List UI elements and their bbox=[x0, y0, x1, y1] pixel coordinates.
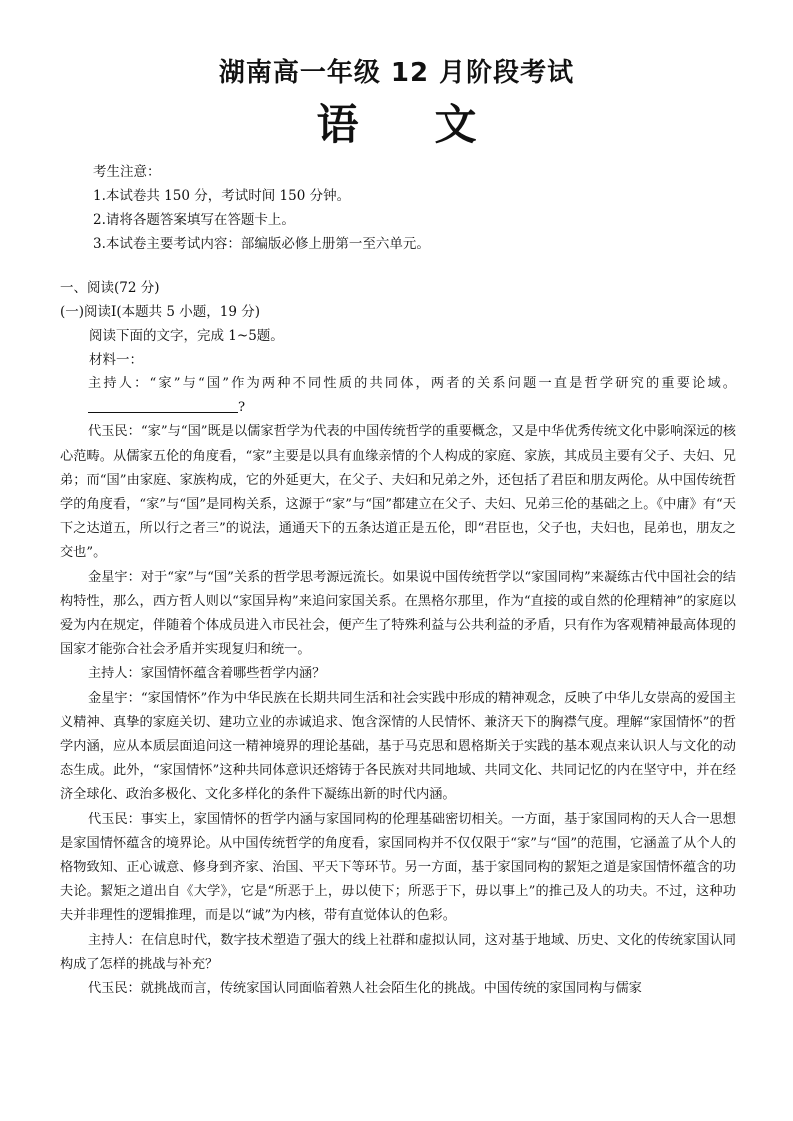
passage-paragraph: 代玉民：“家”与“国”既是以儒家哲学为代表的中国传统哲学的重要概念，又是中华优秀传统文化中影响深远的核心范畴。从儒家五伦的角度看，“家”主要是以具有血缘亲情的个人构成的家庭、家族，其成员主要有父子、夫妇、兄弟；而“国”由家庭、家族构成，它的外延更大，在父子、夫妇和兄弟之外，还包括了君臣和朋友两伦。从中国传统哲学的角度看，“家”与“国”是同构关系，这源于“家”与“国”都建立在父子、夫妇、兄弟三伦的基础之上。《中庸》有“天下之达道五，所以行之者三”的说法，通通天下的五条达道正是五伦，即“君臣也，父子也，夫妇也，昆弟也，朋友之交也”。 bbox=[60, 424, 736, 561]
notes-item: 3.本试卷主要考试内容：部编版必修上册第一至六单元。 bbox=[93, 236, 430, 252]
notes-item: 2.请将各题答案填写在答题卡上。 bbox=[93, 212, 295, 228]
passage-paragraph: 代玉民：事实上，家国情怀的哲学内涵与家国同构的伦理基础密切相关。一方面，基于家国同构的天人合一思想是家国情怀蕴含的境界论。从中国传统哲学的角度看，家国同构并不仅仅限于“家”与“国”的范围，它涵盖了从个人的格物致知、正心诚意、修身到齐家、治国、平天下等环节。另一方面，基于家国同构的絜矩之道是家国情怀蕴含的功夫论。絜矩之道出自《大学》，它是“所恶于上，毋以使下；所恶于下，毋以事上”的推己及人的功夫。不过，这种功夫并非理性的逻辑推理，而是以“诚”为内核，带有直觉体认的色彩。 bbox=[60, 811, 736, 924]
passage-paragraph: 金星宇：“家国情怀”作为中华民族在长期共同生活和社会实践中形成的精神观念，反映了中华儿女崇高的爱国主义精神、真挚的家庭关切、建功立业的赤诚追求、饱含深情的人民情怀、兼济天下的胸襟气度。理解“家国情怀”的哲学内涵，应从本质层面追问这一精神境界的理论基础，基于马克思和恩格斯关于实践的基本观点来认识人与文化的动态生成。此外，“家国情怀”这种共同体意识还熔铸于各民族对共同地域、共同文化、共同记忆的内在坚守中，并在经济全球化、政治多极化、文化多样化的条件下凝练出新的时代内涵。 bbox=[60, 690, 736, 803]
passage-paragraph: 主持人：在信息时代，数字技术塑造了强大的线上社群和虚拟认同，这对基于地域、历史、文化的传统家国认同构成了怎样的挑战与补充？ bbox=[60, 932, 736, 972]
answer-blank bbox=[88, 398, 238, 413]
reading-instruction: 阅读下面的文字，完成 1~5题。 bbox=[89, 328, 284, 344]
material-label: 材料一： bbox=[89, 352, 143, 368]
passage bbox=[60, 372, 736, 1001]
exam-title: 湖南高一年级 12 月阶段考试 bbox=[218, 58, 575, 88]
subject-char-1: 语 bbox=[316, 100, 359, 149]
subsection-heading: (一)阅读Ⅰ(本题共 5 小题，19 分) bbox=[60, 304, 261, 320]
subject-title bbox=[0, 92, 793, 152]
passage-paragraph: 主持人：家国情怀蕴含着哪些哲学内涵？ bbox=[88, 666, 326, 682]
exam-notes bbox=[93, 160, 430, 256]
passage-paragraph: 金星宇：对于“家”与“国”关系的哲学思考源远流长。如果说中国传统哲学以“家国同构”来凝练古代中国社会的结构特性，那么，西方哲人则以“家国异构”来追问家国关系。在黑格尔那里，作为“直接的或自然的伦理精神”的家庭以爱为内在规定，伴随着个体成员进入市民社会，便产生了特殊利益与公共利益的矛盾，只有作为客观精神最高体现的国家才能弥合社会矛盾并实现复归和统一。 bbox=[60, 569, 736, 658]
passage-paragraph: 主持人：“家”与“国”作为两种不同性质的共同体，两者的关系问题一直是哲学研究的重要论域。? bbox=[88, 376, 736, 416]
notes-item: 1.本试卷共 150 分，考试时间 150 分钟。 bbox=[93, 188, 351, 204]
notes-heading: 考生注意： bbox=[93, 164, 161, 180]
section-heading: 一、阅读(72 分) bbox=[60, 280, 160, 296]
passage-paragraph: 代玉民：就挑战而言，传统家国认同面临着熟人社会陌生化的挑战。中国传统的家国同构与儒家 bbox=[88, 981, 642, 997]
subject-char-2: 文 bbox=[434, 100, 477, 149]
